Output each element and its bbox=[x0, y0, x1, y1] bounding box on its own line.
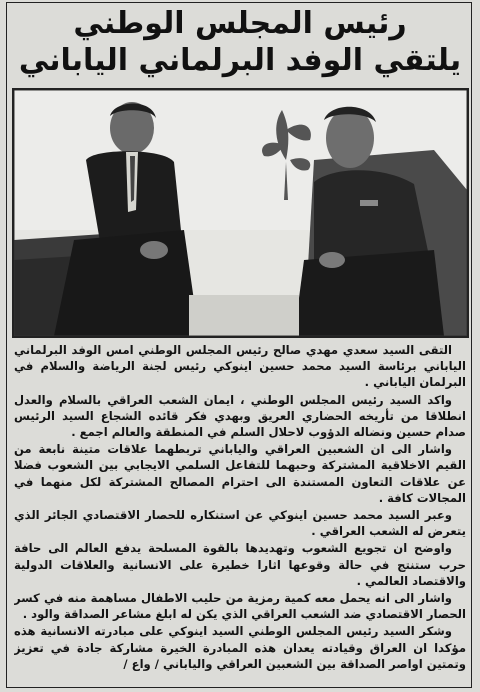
paragraph-4: وعبر السيد محمد حسين اينوكي عن استنكاره للحصار الاقتصادي الجائر الذي يتعرض له الشعب العراقي . bbox=[14, 508, 466, 539]
paragraph-5: واوضح ان تجويع الشعوب وتهديدها بالقوة المسلحة يدفع العالم الى حافة حرب ستنتج في حالة وقوعها اثارا خطيرة على الانسانية والعلاقات الدولية والاقتصاد العالمي . bbox=[14, 541, 466, 588]
paragraph-6: واشار الى انه يحمل معه كمية رمزية من حليب الاطفال مساهمة منه في كسر الحصار الاقتصادي ضد الشعب العراقي الذي يكن له ابلغ مشاعر الصداقة والود . bbox=[14, 591, 466, 622]
meeting-photo-illustration bbox=[14, 90, 467, 336]
paragraph-2: واكد السيد رئيس المجلس الوطني ، ايمان الشعب العراقي بالسلام والعدل انطلاقا من تأريخه الحضاري العريق وبهدي فكر قائده الشجاع السيد الرئيس صدام حسين ونضاله الدؤوب لاحلال السلم في المنطقة والعالم اجمع . bbox=[14, 392, 466, 440]
paragraph-7: وشكر السيد رئيس المجلس الوطني السيد اينوكي على مبادرته الانسانية هذه مؤكدا ان العراق وقيادته يعدان هذه المبادرة الخيرة مشاركة جادة في تعزيز وتمتين اواصر الصداقة بين الشعبين العراقي والياباني / واع / bbox=[14, 624, 466, 671]
paragraph-3: واشار الى ان الشعبين العراقي والياباني تربطهما علاقات متينة نابعة من القيم الاخلاقية المشتركة وحبهما للتفاعل السلمي الايجابي بين الشعوب فضلا عن علاقات التعاون المستندة الى احترام المصالح المشتركة لكل منهما في المجالات كافة . bbox=[14, 442, 466, 505]
paragraph-1: التقى السيد سعدي مهدي صالح رئيس المجلس الوطني امس الوفد البرلماني الياباني برئاسة السيد محمد حسين اينوكي رئيس لجنة الرياضة والسلام في البرلمان الياباني . bbox=[14, 343, 466, 390]
article-body bbox=[14, 342, 466, 688]
news-photo bbox=[12, 88, 469, 338]
headline-line-2: يلتقي الوفد البرلماني الياباني bbox=[18, 43, 462, 78]
headline-line-1: رئيس المجلس الوطني bbox=[73, 6, 407, 41]
